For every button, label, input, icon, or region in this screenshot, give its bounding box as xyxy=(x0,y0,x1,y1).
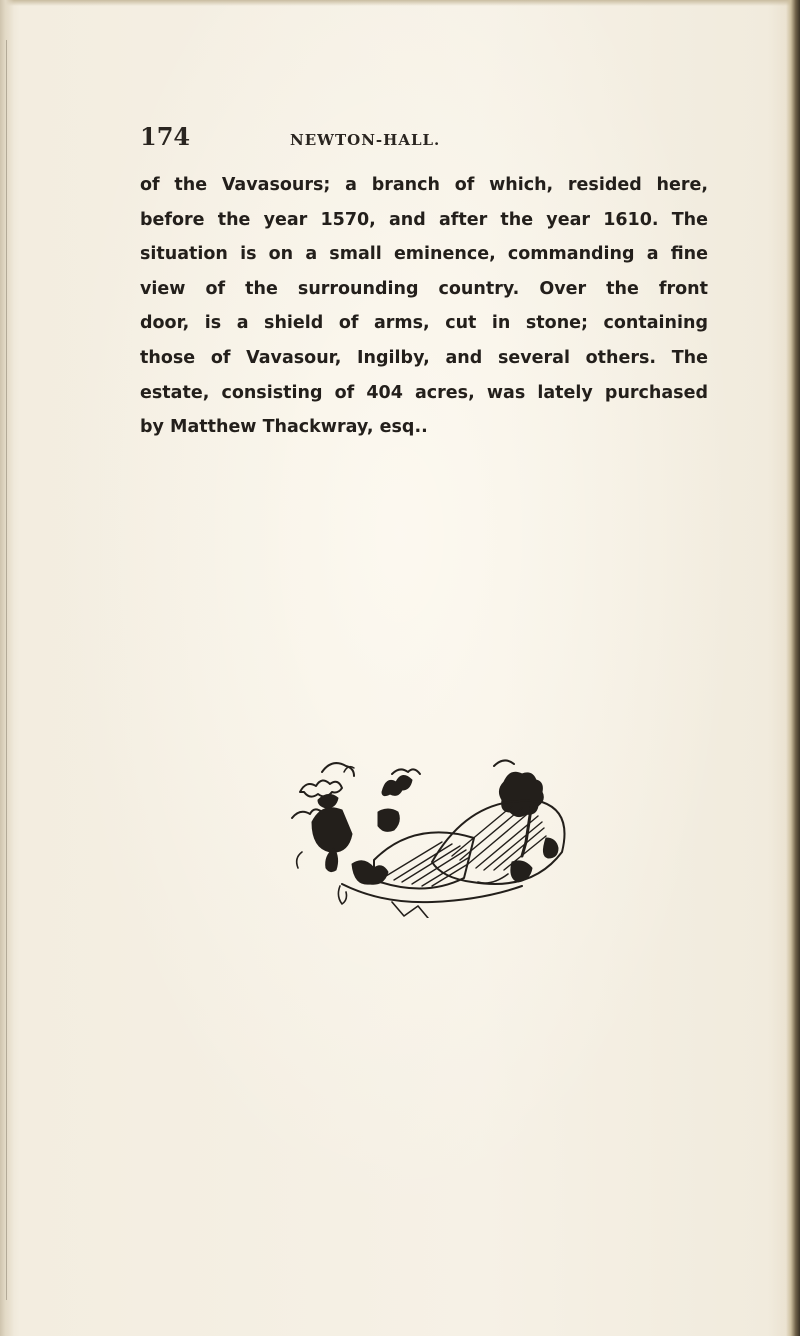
text-line: situation is on a small eminence, commanding a fine xyxy=(140,244,708,265)
page-binding-edge xyxy=(786,0,800,1336)
text-line: estate, consisting of 404 acres, was lately purchased xyxy=(140,382,708,403)
page-number: 174 xyxy=(140,122,191,151)
text-line: of the Vavasours; a branch of which, resided here, xyxy=(140,175,708,195)
engraved-landscape-tailpiece-icon xyxy=(282,752,578,918)
text-line: by Matthew Thackwray, esq.. xyxy=(140,417,428,438)
text-line: before the year 1570, and after the year 1610. The xyxy=(140,209,708,230)
text-line: view of the surrounding country. Over the front xyxy=(140,278,708,299)
running-title: NEWTON-HALL. xyxy=(290,131,441,149)
running-head xyxy=(140,118,700,158)
page-top-edge xyxy=(0,0,800,6)
text-line: door, is a shield of arms, cut in stone; containing xyxy=(140,313,708,334)
text-line: those of Vavasour, Ingilby, and several others. The xyxy=(140,347,708,368)
body-paragraph xyxy=(140,168,708,445)
page-left-edge xyxy=(0,0,14,1336)
